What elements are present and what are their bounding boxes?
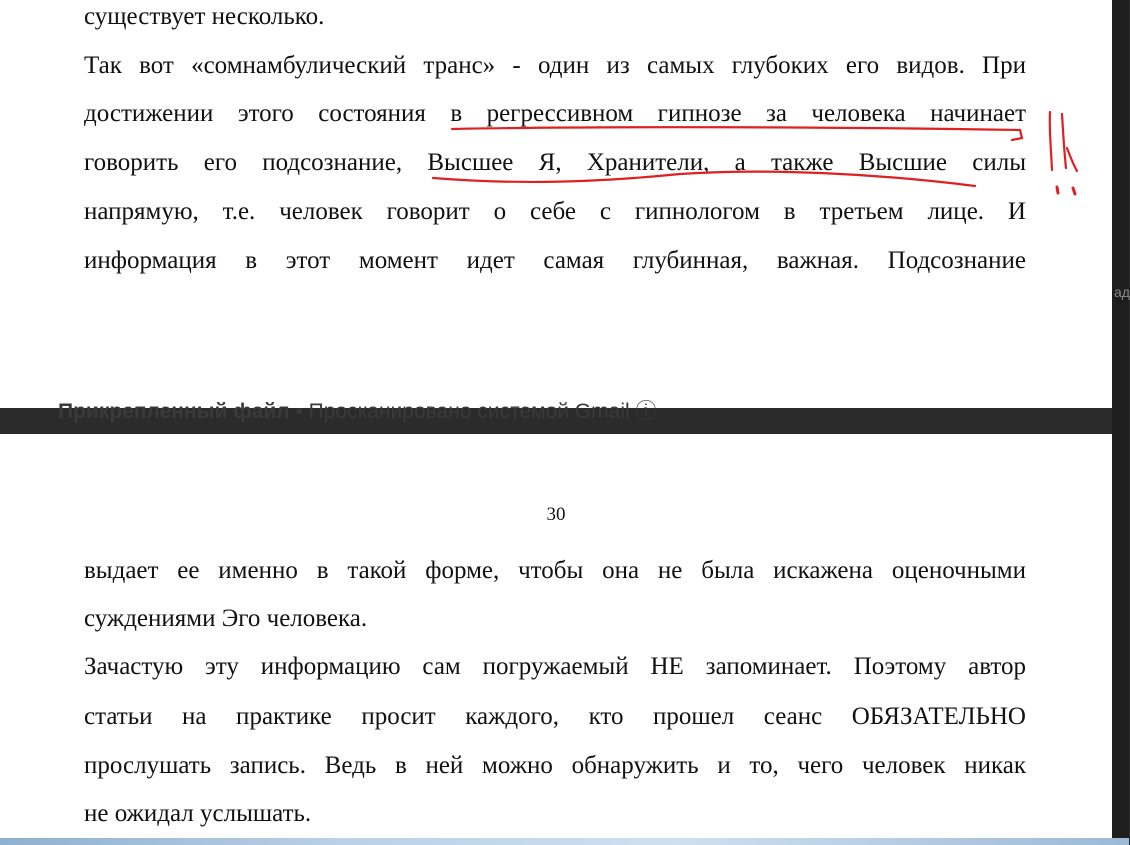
- text-line: Так вот «сомнамбулический транс» - один из самых глубоких его видов. При: [84, 52, 1026, 79]
- text-line: прослушать запись. Ведь в ней можно обнаружить и то, чего человек никак: [84, 752, 1026, 779]
- text-line: Зачастую эту информацию сам погружаемый НЕ запоминает. Поэтому автор: [84, 653, 1026, 680]
- taskbar-strip: [0, 838, 1129, 845]
- text-line: говорить его подсознание, Высшее Я, Хранители, а также Высшие силы: [84, 149, 1026, 176]
- document-page-top: [0, 0, 1112, 408]
- text-line: суждениями Эго человека.: [84, 605, 368, 632]
- attachment-scan-banner: [58, 395, 657, 423]
- text-line: статьи на практике просит каждого, кто прошел сеанс ОБЯЗАТЕЛЬНО: [84, 703, 1026, 730]
- text-line: выдает ее именно в такой форме, чтобы она не была искажена оценочными: [84, 557, 1026, 584]
- viewer-scroll-strip[interactable]: [1112, 0, 1129, 845]
- text-line: существует несколько.: [84, 3, 325, 30]
- clipped-edge-text: ад: [1114, 284, 1130, 300]
- page-number: 30: [546, 504, 566, 525]
- banner-rest-label: • Просканировано системой Gmail ⓘ: [289, 400, 657, 423]
- banner-bold-label: Прикрепленный файл: [58, 400, 290, 423]
- text-line: информация в этот момент идет самая глубинная, важная. Подсознание: [84, 247, 1026, 274]
- text-line: напрямую, т.е. человек говорит о себе с гипнологом в третьем лице. И: [84, 198, 1026, 225]
- text-line: достижении этого состояния в регрессивном гипнозе за человека начинает: [84, 100, 1026, 127]
- text-line: не ожидал услышать.: [84, 800, 312, 827]
